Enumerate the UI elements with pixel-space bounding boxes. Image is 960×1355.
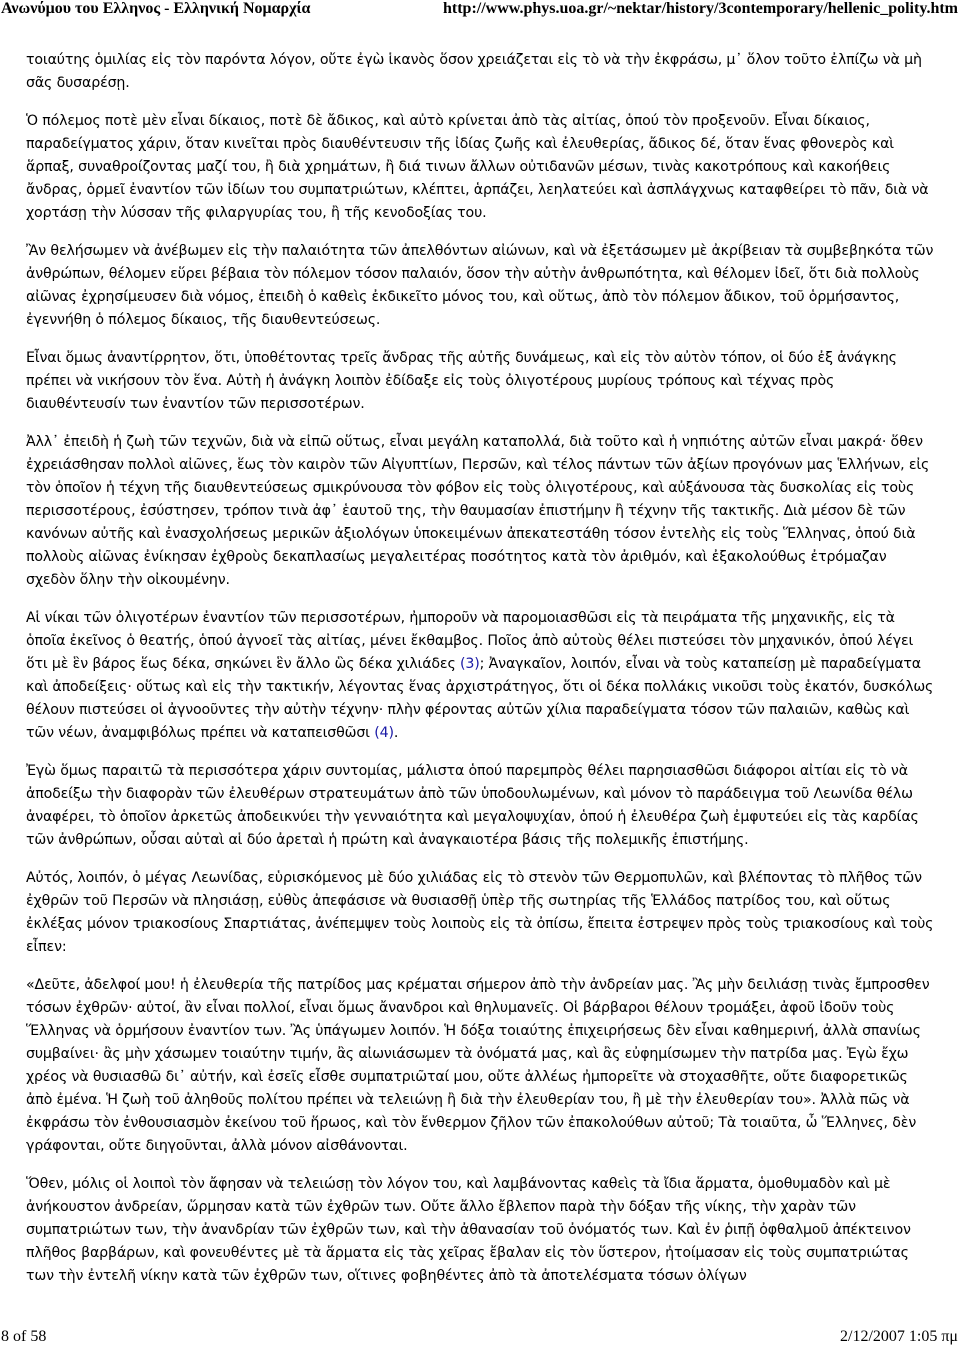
paragraph-with-footnotes xyxy=(26,607,936,745)
paragraph: Ἂν θελήσωμεν νὰ ἀνέβωμεν εἰς τὴν παλαιότητα τῶν ἀπελθόντων αἰώνων, καὶ νὰ ἐξετάσωμεν μὲ ἀκρίβειαν τὰ συμβεβηκότα τῶν ἀνθρώπων, θέλομεν εὕρει βέβαια τὸν πόλεμον τόσον παλαιόν, ὅσον τὴν αὐτὴν ἀνθρωπότητα, καὶ θέλομεν ἰδεῖ, ὅτι διὰ πολλοὺς αἰῶνας ἐχρησίμευσεν διὰ νόμος, ἐπειδὴ ὁ καθεὶς ἐκδικεῖτο μόνος του, καὶ οὕτως, ἀπὸ τὸν πόλεμον ἄδικον, τοῦ ὁρμήσαντος, ἐγεννήθη ὁ πόλεμος δίκαιος, τῆς διαυθεντεύσεως. xyxy=(26,243,934,328)
paragraph: Αὐτός, λοιπόν, ὁ μέγας Λεωνίδας, εὑρισκόμενος μὲ δύο χιλιάδας εἰς τὸ στενὸν τῶν Θερμοπυλῶν, καὶ βλέποντας τὸ πλῆθος τῶν ἐχθρῶν τοῦ Περσῶν νὰ πλησιάσῃ, εὐθὺς ἀπεφάσισε νὰ θυσιασθῇ ὑπὲρ τῆς σωτηρίας τῆς Ἑλλάδος πατρίδος του, καὶ οὕτως ἐκλέξας μόνον τριακοσίους Σπαρτιάτας, ἀνέπεμψεν τοὺς λοιποὺς εἰς τὰ ὀπίσω, ἔπειτα ἐστρεψεν πρὸς τοὺς τριακοσίους καὶ τοὺς εἶπεν: xyxy=(26,870,934,955)
header-url: http://www.phys.uoa.gr/~nektar/history/3contemporary/hellenic_polity.htm xyxy=(443,0,958,17)
paragraph: Ὁ πόλεμος ποτὲ μὲν εἶναι δίκαιος, ποτὲ δὲ ἄδικος, καὶ αὐτὸ κρίνεται ἀπὸ τὰς αἰτίας, ὁπού τὸν προξενοῦν. Εἶναι δίκαιος, παραδείγματος χάριν, ὅταν κινεῖται πρὸς διαυθέντευσιν τῆς ἰδίας ζωῆς καὶ ἐλευθερίας, ἄδικος δέ, ὅταν ἕνας φθονερὸς καὶ ἅρπαξ, συναθροίζοντας μαζί του, ἢ διὰ χρημάτων, ἢ διά τινων ἄλλων οὐτιδανῶν μέσων, τινὰς κακοτρόπους καὶ κακοήθεις ἄνδρας, ὁρμεῖ ἐναντίον τῶν ἰδίων του συμπατριώτων, κλέπτει, ἁρπάζει, λεηλατεύει καὶ ἀσπλάγχνως καταφθείρει τὸ πᾶν, διὰ νὰ χορτάσῃ τὴν λύσσαν τῆς φιλαργυρίας του, ἢ τῆς κενοδοξίας του. xyxy=(26,113,929,221)
header-title: Ανωνύμου του Ελληνος - Ελληνική Νομαρχία xyxy=(1,0,311,17)
print-header xyxy=(0,0,960,22)
print-footer xyxy=(0,1328,960,1350)
footnote-link-3[interactable]: (3) xyxy=(459,656,480,672)
paragraph-text: Αἱ νίκαι τῶν ὀλιγοτέρων ἐναντίον τῶν περισσοτέρων, ἠμποροῦν νὰ παρομοιασθῶσι εἰς τὰ πειράματα τῆς μηχανικῆς, εἰς τὰ ὁποῖα ἐκεῖνος ὁ θεατής, ὁπού ἀγνοεῖ τὰς αἰτίας, μένει ἔκθαμβος. Ποῖος ἀπὸ αὐτοὺς θέλει πιστεύσει τὸν μηχανικόν, ὁπού λέγει ὅτι μὲ ἓν βάρος ἕως δέκα, σηκώνει ἓν ἄλλο ὣς δέκα χιλιάδες xyxy=(26,610,914,672)
document-body xyxy=(26,49,936,1303)
print-datetime: 2/12/2007 1:05 πμ xyxy=(840,1328,958,1345)
paragraph-text: . xyxy=(393,725,399,741)
paragraph: Ὅθεν, μόλις οἱ λοιποὶ τὸν ἄφησαν νὰ τελειώσῃ τὸν λόγον του, καὶ λαμβάνοντας καθεὶς τὰ ἴδια ἅρματα, ὁμοθυμαδὸν καὶ μὲ ἀνήκουστον ἀνδρείαν, ὥρμησαν κατὰ τῶν ἐχθρῶν των. Οὔτε ἄλλο ἔβλεπον παρὰ τὴν δόξαν τῆς νίκης, τὴν χαρὰν τῶν συμπατριώτων των, τὴν ἀνανδρίαν τῶν ἐχθρῶν των, καὶ τὴν ἀθανασίαν τοῦ ὀνόματός των. Καὶ ἐν ῥιπῇ ὀφθαλμοῦ ἀπέκτεινον πλῆθος βαρβάρων, καὶ φονευθέντες μὲ τὰ ἅρματα εἰς τὰς χεῖρας ἔβαλαν εἰς τὸν ὕστερον, ἠτοίμασαν εἰς τοὺς συμπατριώτας των τὴν ἐντελῆ νίκην κατὰ τῶν ἐχθρῶν των, οἵτινες φοβηθέντες ἀπὸ τὰ ἀποτελέσματα τόσων ὀλίγων xyxy=(26,1176,911,1284)
paragraph: τοιαύτης ὁμιλίας εἰς τὸν παρόντα λόγον, οὔτε ἐγὼ ἱκανὸς ὅσον χρειάζεται εἰς τὸ νὰ τὴν ἐκφράσω, μ᾿ ὅλον τοῦτο ἐλπίζω νὰ μὴ σᾶς δυσαρέσῃ. xyxy=(26,52,922,91)
footnote-link-4[interactable]: (4) xyxy=(374,725,394,741)
paragraph: Εἶναι ὅμως ἀναντίρρητον, ὅτι, ὑποθέτοντας τρεῖς ἄνδρας τῆς αὐτῆς δυνάμεως, καὶ εἰς τὸν αὐτὸν τόπον, οἱ δύο ἐξ ἀνάγκης πρέπει νὰ νικήσουν τὸν ἕνα. Αὐτὴ ἡ ἀνάγκη λοιπὸν ἐδίδαξε εἰς τοὺς ὀλιγοτέρους μυρίους τρόπους καὶ τέχνας πρὸς διαυθέντευσίν των ἐναντίον τῶν περισσοτέρων. xyxy=(26,350,897,412)
paragraph-text: ; Ἀναγκαῖον, λοιπόν, εἶναι νὰ τοὺς καταπείσῃ μὲ παραδείγματα καὶ ἀποδείξεις· οὕτως καὶ εἰς τὴν τακτικήν, λέγοντας ἕνας ἀρχιστράτηγος, ὅτι οἱ δέκα πολλάκις νικοῦσι τοὺς ἑκατόν, δυσκόλως θέλουν πιστεύσει οἱ ἀγνοοῦντες τὴν αὐτὴν τέχνην· πλὴν φέροντας αὐτῶν χίλια παραδείγματα τόσον τῶν παλαιῶν, καθὼς καὶ τῶν νέων, ἀναμφιβόλως πρέπει νὰ καταπεισθῶσι xyxy=(26,656,934,741)
paragraph: Ἀλλ᾿ ἐπειδὴ ἡ ζωὴ τῶν τεχνῶν, διὰ νὰ εἰπῶ οὕτως, εἶναι μεγάλη καταπολλά, διὰ τοῦτο καὶ ἡ νηπιότης αὐτῶν εἶναι μακρά· ὅθεν ἐχρειάσθησαν πολλοὶ αἰῶνες, ἕως τὸν καιρὸν τῶν Αἰγυπτίων, Περσῶν, καὶ τέλος πάντων τῶν ἀξίων προγόνων μας Ἑλλήνων, εἰς τὸν ὁποῖον ἡ τέχνη τῆς διαυθεντεύσεως σμικρύνουσα τὸν φόβον εἰς τοὺς ὀλιγοτέρους, καὶ αὐξάνουσα τὰς δυσκολίας εἰς τοὺς περισσοτέρους, ἐσύστησεν, τρόπον τινὰ ἀφ᾿ ἑαυτοῦ της, τὴν θαυμασίαν ἐπιστήμην ἢ τέχνην τῆς τακτικῆς. Διὰ μέσον δὲ τῶν κανόνων αὐτῆς καὶ ἐνασχολήσεως μερικῶν ἀξιολόγων ὑποκειμένων ἀπεκατεστάθη τόσον ἐντελὴς εἰς τοὺς Ἕλληνας, ὁπού διὰ πολλοὺς αἰῶνας ἐνίκησαν ἐχθροὺς δεκαπλασίως μεγαλειτέρας ποσότητος κατὰ τὸν ἀριθμόν, καὶ ἐξακολούθως ἐτρόμαζαν σχεδὸν ὅλην τὴν οἰκουμένην. xyxy=(26,434,930,588)
paragraph: «Δεῦτε, ἀδελφοί μου! ἡ ἐλευθερία τῆς πατρίδος μας κρέμαται σήμερον ἀπὸ τὴν ἀνδρείαν μας. Ἂς μὴν δειλιάσῃ τινὰς ἔμπροσθεν τόσων ἐχθρῶν· αὐτοί, ἂν εἶναι πολλοί, εἶναι ὅμως ἄνανδροι καὶ θηλυμανεῖς. Οἱ βάρβαροι θέλουν τρομάξει, ἀφοῦ ἰδοῦν τοὺς Ἕλληνας νὰ ὁρμήσουν ἐναντίον των. Ἂς ὑπάγωμεν λοιπόν. Ἡ δόξα τοιαύτης ἐπιχειρήσεως δὲν εἶναι καθημερινή, ἀλλὰ σπανίως συμβαίνει· ἂς μὴν χάσωμεν τοιαύτην τιμήν, ἂς αἰωνιάσωμεν τὰ ὀνόματά μας, καὶ ἂς εὐφημίσωμεν τὴν πατρίδα μας. Ἐγὼ ἔχω χρέος νὰ θυσιασθῶ δι᾿ αὐτήν, καὶ ἐσεῖς εἶσθε συμπατριῶταί μου, οὔτε ἀλλέως ἠμπορεῖτε νὰ στοχασθῆτε, οὔτε διαφορετικῶς ἀπὸ ἐμένα. Ἡ ζωὴ τοῦ ἀληθοῦς πολίτου πρέπει νὰ τελειώνῃ ἢ διὰ τὴν ἐλευθερίαν του, ἢ μὲ τὴν ἐλευθερίαν του». Ἀλλὰ πῶς νὰ ἐκφράσω τὸν ἐνθουσιασμὸν ἐκείνου τοῦ ἥρωος, καὶ τὸν ἔνθερμον ζῆλον τῶν ἐπακολούθων αὐτοῦ; Τὰ τοιαῦτα, ὦ Ἕλληνες, δὲν γράφονται, οὔτε διηγοῦνται, ἀλλὰ μόνον αἰσθάνονται. xyxy=(26,977,930,1154)
page-number: 8 of 58 xyxy=(1,1328,47,1345)
paragraph: Ἐγὼ ὅμως παραιτῶ τὰ περισσότερα χάριν συντομίας, μάλιστα ὁπού παρεμπρὸς θέλει παρησιασθῶσι διάφοροι αἰτίαι εἰς τὸ νὰ ἀποδείξω τὴν διαφορὰν τῶν ἐλευθέρων στρατευμάτων ἀπὸ τῶν ὑποδουλωμένων, καὶ μόνον τὸ παράδειγμα τοῦ Λεωνίδα θέλω ἀναφέρει, τὸ ὁποῖον ἀρκετῶς ἀποδεικνύει τὴν γενναιότητα καὶ μεγαλοψυχίαν, ὁπού ἡ ἐλευθέρα ζωὴ ἐμφυτεύει εἰς τὰς καρδίας τῶν ἀνθρώπων, οὖσαι αὐταὶ αἱ δύο ἀρεταὶ ἡ πρώτη καὶ ἀναγκαιοτέρα βάσις τῆς πολεμικῆς ἐπιστήμης. xyxy=(26,763,919,848)
